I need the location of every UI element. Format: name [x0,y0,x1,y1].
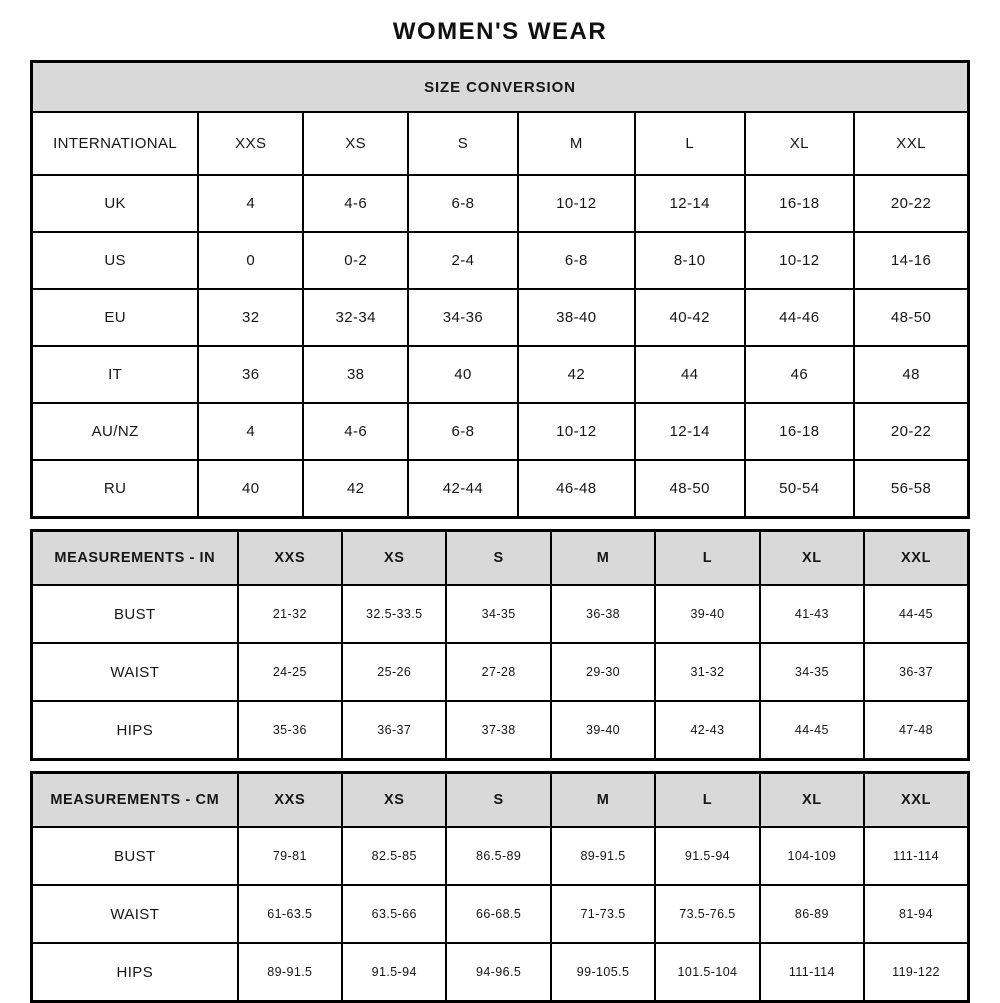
cell: 32-34 [303,289,408,346]
cell: 34-35 [446,585,550,643]
cell: 10-12 [518,403,635,460]
column-header-xxs: XXS [198,112,303,175]
row-label: HIPS [32,701,238,760]
table-row-us [32,232,969,289]
cell: 31-32 [655,643,759,701]
measurements-in-header-row [32,531,969,586]
cell: 42 [518,346,635,403]
cell: 73.5-76.5 [655,885,759,943]
column-header-xxs: XXS [238,773,342,828]
column-header-xs: XS [303,112,408,175]
cell: 56-58 [854,460,968,518]
cell: 4 [198,175,303,232]
cell: 29-30 [551,643,655,701]
cell: 14-16 [854,232,968,289]
cell: 91.5-94 [342,943,446,1002]
cell: 40-42 [635,289,745,346]
cell: 39-40 [551,701,655,760]
cell: 6-8 [408,403,518,460]
cell: 20-22 [854,403,968,460]
cell: 42 [303,460,408,518]
cell: 41-43 [760,585,864,643]
table-row-uk [32,175,969,232]
column-header-l: L [655,531,759,586]
cell: 6-8 [408,175,518,232]
row-label: RU [32,460,199,518]
size-conversion-title: SIZE CONVERSION [32,62,969,113]
row-label: HIPS [32,943,238,1002]
column-header-xxl: XXL [854,112,968,175]
column-header-l: L [635,112,745,175]
cell: 44-45 [760,701,864,760]
column-header-xl: XL [760,773,864,828]
row-label: UK [32,175,199,232]
cell: 104-109 [760,827,864,885]
column-header-measurements-cm: MEASUREMENTS - CM [32,773,238,828]
cell: 46 [745,346,855,403]
column-header-s: S [408,112,518,175]
cell: 37-38 [446,701,550,760]
cell: 48-50 [635,460,745,518]
cell: 10-12 [745,232,855,289]
cell: 32.5-33.5 [342,585,446,643]
cell: 36-38 [551,585,655,643]
cell: 36-37 [342,701,446,760]
cell: 39-40 [655,585,759,643]
cell: 35-36 [238,701,342,760]
cell: 91.5-94 [655,827,759,885]
cell: 38 [303,346,408,403]
cell: 63.5-66 [342,885,446,943]
cell: 44-46 [745,289,855,346]
cell: 89-91.5 [551,827,655,885]
size-conversion-header-row [32,112,969,175]
row-label: BUST [32,585,238,643]
cell: 8-10 [635,232,745,289]
cell: 40 [408,346,518,403]
cell: 34-36 [408,289,518,346]
cell: 66-68.5 [446,885,550,943]
cell: 46-48 [518,460,635,518]
cell: 32 [198,289,303,346]
cell: 61-63.5 [238,885,342,943]
table-caption-row [32,62,969,113]
cell: 81-94 [864,885,968,943]
table-row-aunz [32,403,969,460]
column-header-xxs: XXS [238,531,342,586]
cell: 82.5-85 [342,827,446,885]
column-header-xl: XL [745,112,855,175]
column-header-xs: XS [342,773,446,828]
table-row-eu [32,289,969,346]
measurements-cm-table [30,771,970,1003]
column-header-xs: XS [342,531,446,586]
cell: 44-45 [864,585,968,643]
cell: 10-12 [518,175,635,232]
cell: 0-2 [303,232,408,289]
cell: 25-26 [342,643,446,701]
column-header-l: L [655,773,759,828]
column-header-measurements-in: MEASUREMENTS - IN [32,531,238,586]
cell: 79-81 [238,827,342,885]
table-row-bust-cm [32,827,969,885]
cell: 40 [198,460,303,518]
column-header-s: S [446,773,550,828]
row-label: IT [32,346,199,403]
row-label: WAIST [32,885,238,943]
cell: 47-48 [864,701,968,760]
column-header-s: S [446,531,550,586]
measurements-in-table [30,529,970,761]
measurements-cm-header-row [32,773,969,828]
cell: 89-91.5 [238,943,342,1002]
cell: 6-8 [518,232,635,289]
row-label: EU [32,289,199,346]
cell: 36-37 [864,643,968,701]
cell: 111-114 [760,943,864,1002]
cell: 94-96.5 [446,943,550,1002]
cell: 12-14 [635,403,745,460]
cell: 119-122 [864,943,968,1002]
cell: 48 [854,346,968,403]
page-title: WOMEN'S WEAR [392,18,608,45]
cell: 42-43 [655,701,759,760]
cell: 111-114 [864,827,968,885]
row-label: AU/NZ [32,403,199,460]
table-row-hips-in [32,701,969,760]
cell: 16-18 [745,175,855,232]
cell: 101.5-104 [655,943,759,1002]
cell: 16-18 [745,403,855,460]
table-row-waist-cm [32,885,969,943]
row-label: WAIST [32,643,238,701]
size-conversion-table [30,60,970,519]
cell: 38-40 [518,289,635,346]
table-row-bust-in [32,585,969,643]
cell: 34-35 [760,643,864,701]
table-row-ru [32,460,969,518]
cell: 99-105.5 [551,943,655,1002]
column-header-xl: XL [760,531,864,586]
cell: 20-22 [854,175,968,232]
cell: 42-44 [408,460,518,518]
table-row-hips-cm [32,943,969,1002]
row-label: US [32,232,199,289]
cell: 12-14 [635,175,745,232]
cell: 36 [198,346,303,403]
cell: 50-54 [745,460,855,518]
cell: 21-32 [238,585,342,643]
cell: 48-50 [854,289,968,346]
column-header-international: INTERNATIONAL [32,112,199,175]
cell: 4-6 [303,403,408,460]
cell: 27-28 [446,643,550,701]
table-row-waist-in [32,643,969,701]
table-row-it [32,346,969,403]
column-header-m: M [551,773,655,828]
cell: 2-4 [408,232,518,289]
column-header-m: M [551,531,655,586]
column-header-m: M [518,112,635,175]
cell: 4-6 [303,175,408,232]
cell: 86-89 [760,885,864,943]
cell: 0 [198,232,303,289]
row-label: BUST [32,827,238,885]
cell: 86.5-89 [446,827,550,885]
cell: 4 [198,403,303,460]
cell: 24-25 [238,643,342,701]
column-header-xxl: XXL [864,531,968,586]
column-header-xxl: XXL [864,773,968,828]
cell: 71-73.5 [551,885,655,943]
cell: 44 [635,346,745,403]
